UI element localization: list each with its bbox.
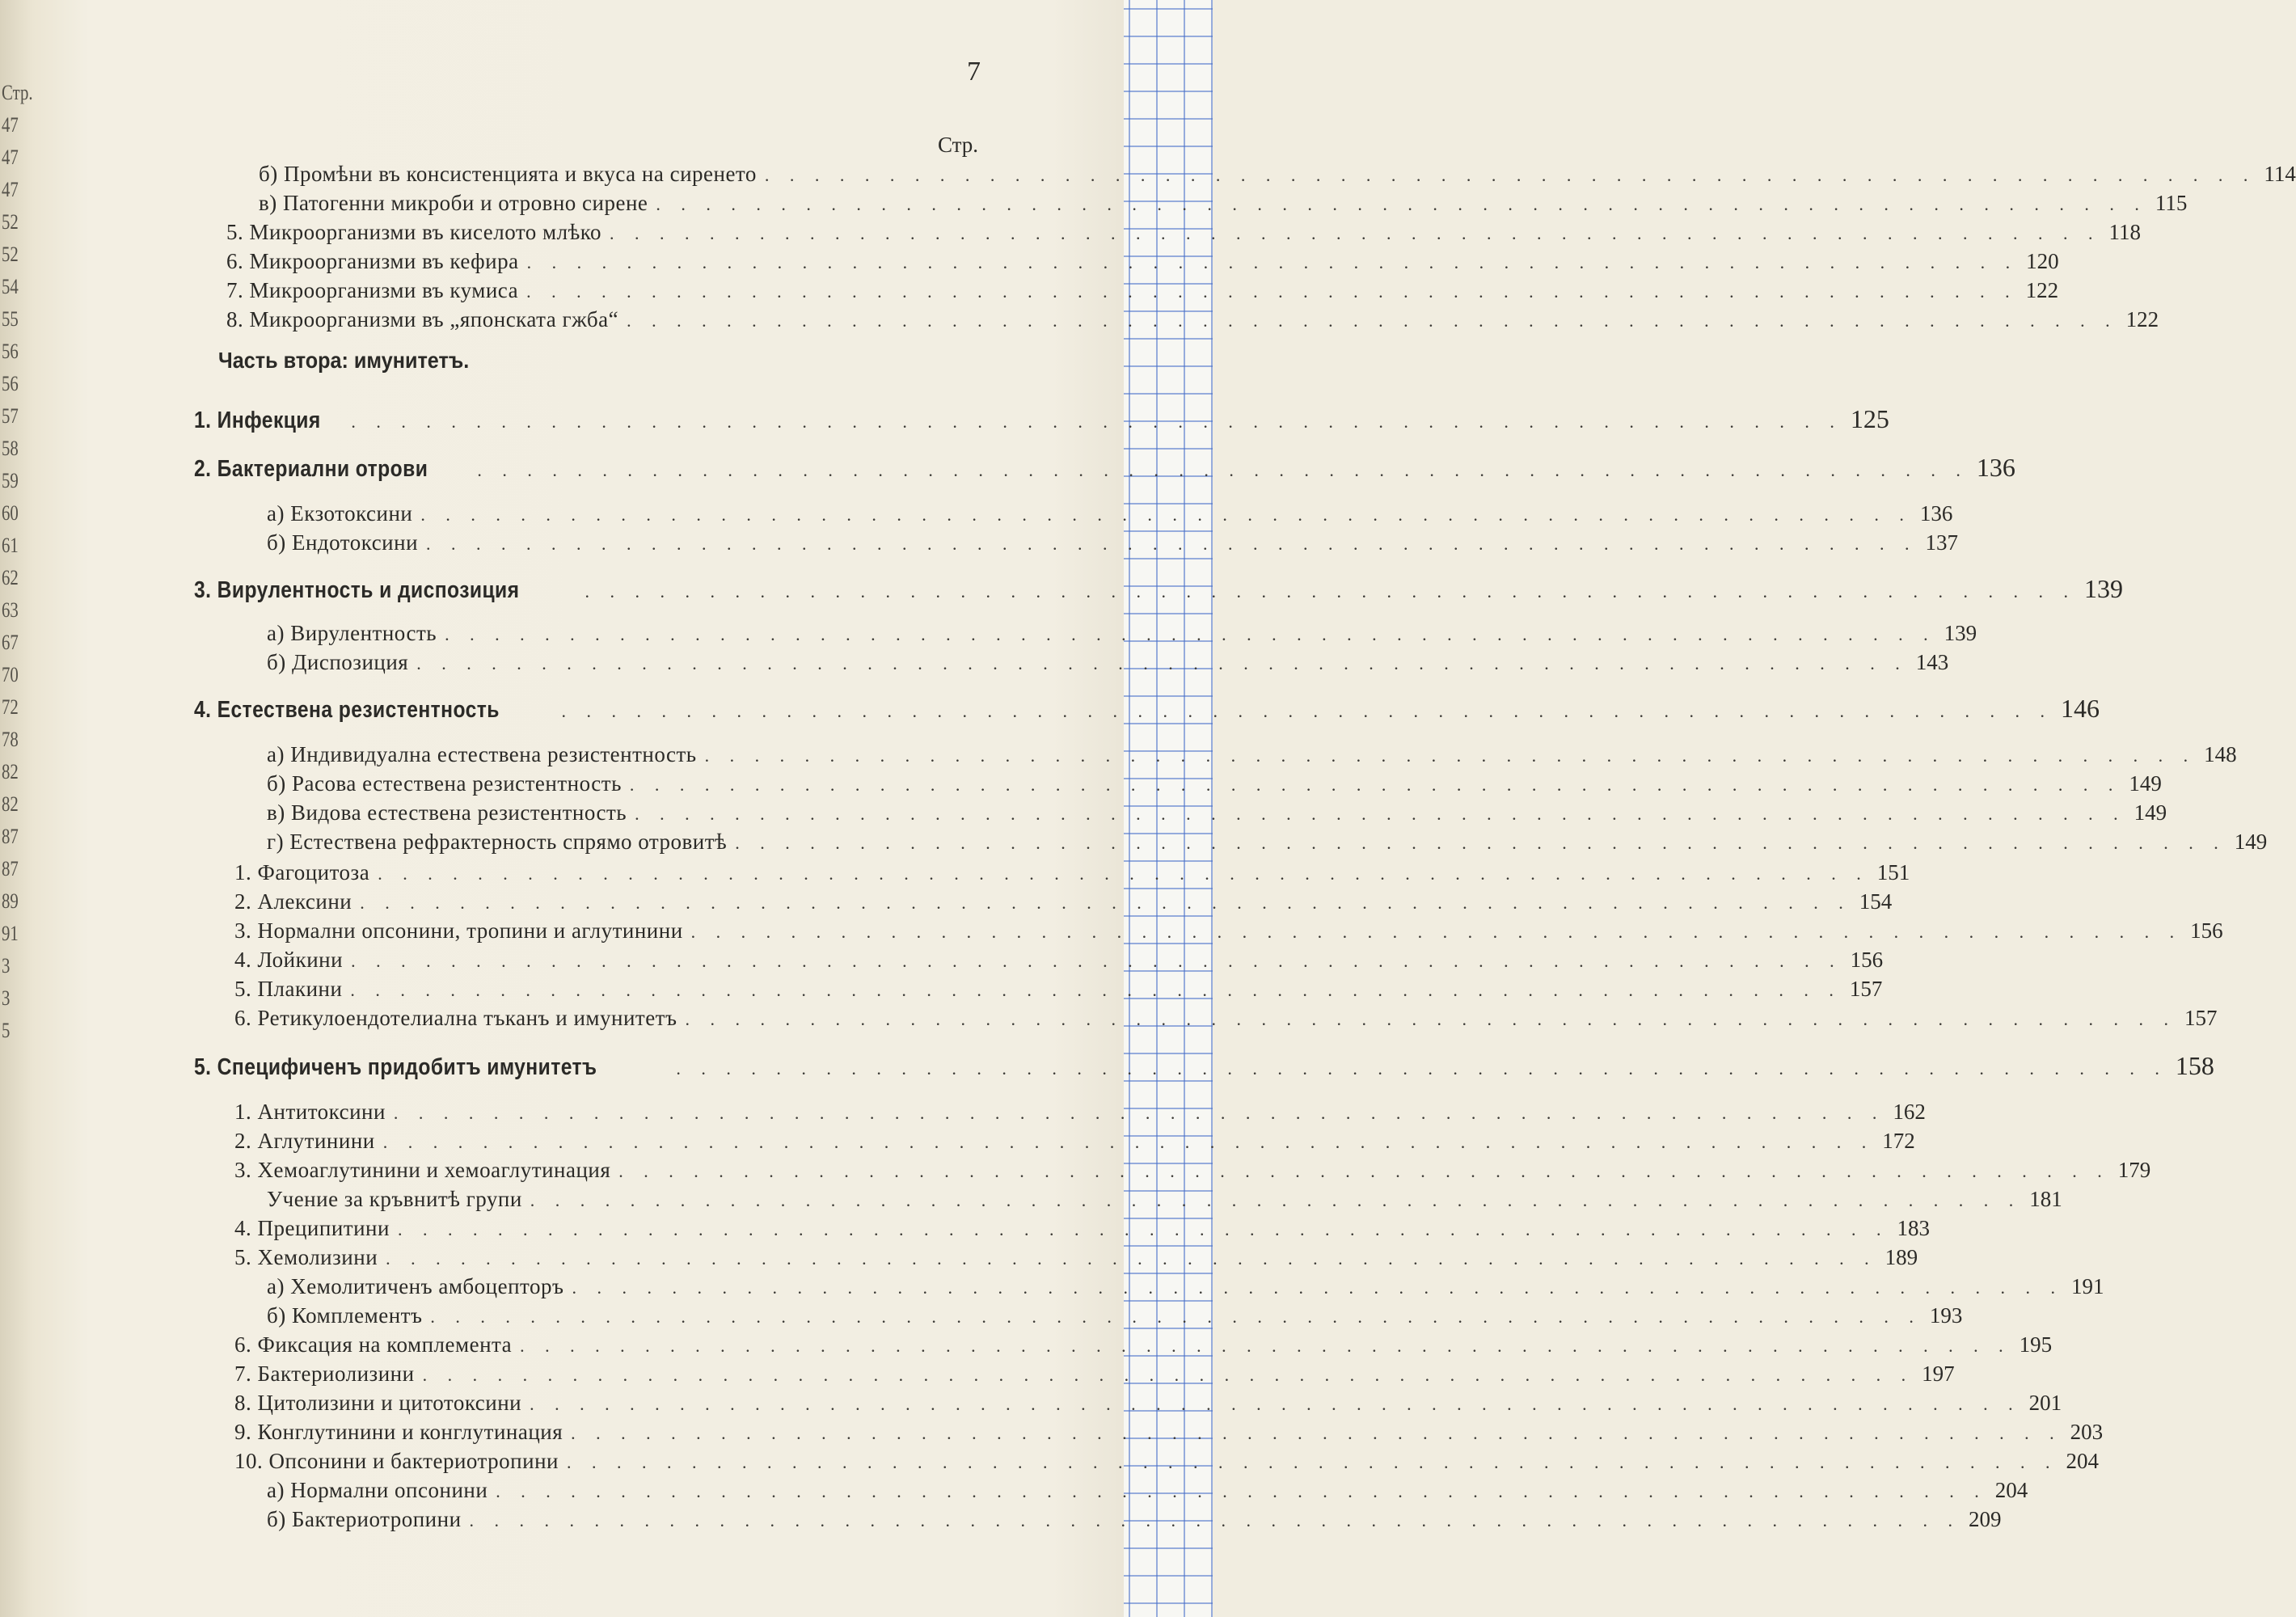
margin-number: 58 bbox=[2, 437, 19, 460]
toc-entry-row bbox=[194, 948, 1884, 977]
margin-number: 52 bbox=[2, 243, 19, 266]
toc-page-number: 120 bbox=[2026, 249, 2059, 273]
margin-number: 63 bbox=[2, 598, 19, 622]
dot-leader: . . . . . . . . . . . . . . . . . . . . . . . . . . . . . . . . . . . . . . . . . . . . . . . . . . . . . . . . . . . . bbox=[422, 1365, 1914, 1385]
dot-leader: . . . . . . . . . . . . . . . . . . . . . . . . . . . . . . . . . . . . . . . . . . . . . . . . . . . . . . . . . . . . bbox=[635, 804, 2126, 824]
toc-entry-label: в) Видова естествена резистентность bbox=[267, 800, 627, 825]
toc-page-number: 156 bbox=[2190, 918, 2223, 943]
toc-entry-label: б) Расова естествена резистентность bbox=[267, 771, 622, 796]
margin-number: 3 bbox=[2, 954, 11, 977]
toc-entry-label: 1. Антитоксини bbox=[234, 1100, 386, 1124]
toc-entry-label: 5. Специфиченъ придобитъ имунитетъ bbox=[194, 1054, 597, 1080]
toc-entry-row bbox=[194, 918, 2223, 948]
dot-leader: . . . . . . . . . . . . . . . . . . . . . . . . . . . . . . . . . . . . . . . . . . . . . . . . . . . . . . . . . . . . bbox=[520, 1336, 2011, 1356]
dot-leader: . . . . . . . . . . . . . . . . . . . . . . . . . . . . . . . . . . . . . . . . . . . . . . . . . . . . . . . . . . . . bbox=[350, 980, 1842, 1000]
toc-page-number: 193 bbox=[1929, 1303, 1963, 1328]
dot-leader: . . . . . . . . . . . . . . . . . . . . . . . . . . . . . . . . . . . . . . . . . . . . . . . . . . . . . . . . . . . . bbox=[618, 1161, 2110, 1181]
dot-leader: . . . . . . . . . . . . . . . . . . . . . . . . . . . . . . . . . . . . . . . . . . . . . . . . . . . . . . . . . . . . bbox=[610, 223, 2101, 243]
dot-leader: . . . . . . . . . . . . . . . . . . . . . . . . . . . . . . . . . . . . . . . . . . . . . . . . . . . . . . . . . . . . bbox=[426, 534, 1918, 554]
toc-heading-row bbox=[194, 694, 2100, 723]
toc-entry-label: б) Промѣни въ консистенцията и вкуса на сиренето bbox=[259, 162, 757, 186]
toc-entry-label: 6. Фиксация на комплемента bbox=[234, 1332, 513, 1357]
toc-entry-row bbox=[194, 1420, 2104, 1449]
toc-entry-row bbox=[194, 1129, 1915, 1158]
dot-leader: . . . . . . . . . . . . . . . . . . . . . . . . . . . . . . . . . . . . . . . . . . . . . . . . . . . . . . . . . . . . bbox=[530, 1394, 2021, 1414]
toc-page-number: 118 bbox=[2108, 220, 2142, 244]
dot-leader: . . . . . . . . . . . . . . . . . . . . . . . . . . . . . . . . . . . . . . . . . . . . . . . . . . . . . . . . . . . . bbox=[585, 581, 2076, 602]
toc-page-number: 114 bbox=[2264, 162, 2296, 186]
dot-leader: . . . . . . . . . . . . . . . . . . . . . . . . . . . . . . . . . . . . . . . . . . . . . . . . . . . . . . . . . . . . bbox=[566, 1452, 2058, 1472]
toc-page-number: 149 bbox=[2134, 800, 2167, 825]
dot-leader: . . . . . . . . . . . . . . . . . . . . . . . . . . . . . . . . . . . . . . . . . . . . . . . . . . . . . . . . . . . . bbox=[378, 863, 1869, 884]
toc-entry-row bbox=[194, 1006, 2218, 1035]
toc-entry-row bbox=[194, 191, 2188, 220]
margin-number: 89 bbox=[2, 889, 19, 913]
margin-number: 5 bbox=[2, 1019, 11, 1042]
margin-number: 56 bbox=[2, 372, 19, 395]
margin-number: 56 bbox=[2, 340, 19, 363]
margin-number: 70 bbox=[2, 663, 19, 686]
margin-number: 78 bbox=[2, 728, 19, 751]
dot-leader: . . . . . . . . . . . . . . . . . . . . . . . . . . . . . . . . . . . . . . . . . . . . . . . . . . . . . . . . . . . . bbox=[526, 281, 2018, 302]
margin-number: Стр. bbox=[2, 81, 33, 104]
dot-leader: . . . . . . . . . . . . . . . . . . . . . . . . . . . . . . . . . . . . . . . . . . . . . . . . . . . . . . . . . . . . bbox=[416, 653, 1908, 673]
toc-entry-row bbox=[194, 530, 1959, 559]
dot-leader: . . . . . . . . . . . . . . . . . . . . . . . . . . . . . . . . . . . . . . . . . . . . . . . . . . . . . . . . . . . . bbox=[571, 1423, 2062, 1443]
toc-page-number: 149 bbox=[2234, 830, 2268, 854]
toc-entry-row bbox=[194, 1187, 2062, 1216]
toc-entry-label: 2. Бактериални отрови bbox=[194, 456, 428, 482]
toc-page-number: 143 bbox=[1915, 650, 1949, 674]
dot-leader: . . . . . . . . . . . . . . . . . . . . . . . . . . . . . . . . . . . . . . . . . . . . . . . . . . . . . . . . . . . . bbox=[685, 1009, 2176, 1029]
toc-entry-label: 5. Хемолизини bbox=[234, 1245, 378, 1269]
toc-entry-label: 1. Фагоцитоза bbox=[234, 860, 370, 884]
toc-page-number: 204 bbox=[1994, 1478, 2028, 1502]
toc-entry-row bbox=[194, 278, 2059, 307]
toc-page-number: 158 bbox=[2175, 1051, 2214, 1080]
toc-page-number: 201 bbox=[2028, 1391, 2062, 1415]
toc-entry-label: 3. Хемоаглутинини и хемоаглутинация bbox=[234, 1158, 611, 1182]
toc-page-number: 149 bbox=[2129, 771, 2162, 796]
margin-number: 47 bbox=[2, 113, 19, 137]
dot-leader: . . . . . . . . . . . . . . . . . . . . . . . . . . . . . . . . . . . . . . . . . . . . . . . . . . . . . . . . . . . . bbox=[526, 252, 2019, 272]
dot-leader: . . . . . . . . . . . . . . . . . . . . . . . . . . . . . . . . . . . . . . . . . . . . . . . . . . . . . . . . . . . . bbox=[627, 310, 2118, 331]
toc-entry-label: а) Екзотоксини bbox=[267, 501, 413, 526]
toc-page-number: 146 bbox=[2061, 694, 2100, 723]
toc-entry-label: 2. Аглутинини bbox=[234, 1129, 375, 1153]
margin-number: 87 bbox=[2, 825, 19, 848]
margin-number: 57 bbox=[2, 404, 19, 428]
toc-entry-label: а) Хемолитиченъ амбоцепторъ bbox=[267, 1274, 564, 1298]
toc-entry-row bbox=[194, 977, 1883, 1006]
dot-leader: . . . . . . . . . . . . . . . . . . . . . . . . . . . . . . . . . . . . . . . . . . . . . . . . . . . . . . . . . . . . bbox=[561, 701, 2053, 721]
toc-page-number: 197 bbox=[1922, 1362, 1955, 1386]
toc-entry-label: а) Нормални опсонини bbox=[267, 1478, 488, 1502]
toc-page-number: 179 bbox=[2117, 1158, 2151, 1182]
toc-page-number: 157 bbox=[2184, 1006, 2218, 1030]
toc-entry-row bbox=[194, 220, 2142, 249]
toc-entry-row bbox=[194, 621, 1977, 650]
toc-entry-row bbox=[194, 1100, 1926, 1129]
toc-page-number: 122 bbox=[2025, 278, 2059, 302]
previous-page-margin bbox=[0, 49, 49, 1261]
margin-number: 60 bbox=[2, 501, 19, 525]
toc-page-number: 204 bbox=[2066, 1449, 2099, 1473]
toc-entry-row bbox=[194, 650, 1949, 679]
dot-leader: . . . . . . . . . . . . . . . . . . . . . . . . . . . . . . . . . . . . . . . . . . . . . . . . . . . . . . . . . . . . bbox=[420, 505, 1912, 525]
toc-entry-label: 10. Опсонини и бактериотропини bbox=[234, 1449, 559, 1473]
toc-entry-row bbox=[194, 1245, 1918, 1274]
toc-entry-label: г) Естествена рефрактерность спрямо отровитѣ bbox=[267, 830, 728, 854]
toc-entry-label: 6. Ретикулоендотелиална тъканъ и имунитетъ bbox=[234, 1006, 677, 1030]
toc-page-number: 183 bbox=[1897, 1216, 1930, 1240]
toc-page-number: 157 bbox=[1849, 977, 1883, 1001]
toc-entry-label: 1. Инфекция bbox=[194, 407, 321, 433]
toc-entry-label: а) Вирулентность bbox=[267, 621, 437, 645]
toc-heading-row bbox=[194, 1051, 2214, 1080]
toc-entry-row bbox=[194, 830, 2268, 859]
dot-leader: . . . . . . . . . . . . . . . . . . . . . . . . . . . . . . . . . . . . . . . . . . . . . . . . . . . . . . . . . . . . bbox=[382, 1132, 1875, 1152]
dot-leader: . . . . . . . . . . . . . . . . . . . . . . . . . . . . . . . . . . . . . . . . . . . . . . . . . . . . . . . . . . . . bbox=[690, 922, 2183, 942]
toc-heading-row bbox=[194, 404, 1889, 433]
margin-number: 82 bbox=[2, 760, 19, 783]
toc-page-number: 151 bbox=[1876, 860, 1910, 884]
section-title: Часть втора: имунитетъ. bbox=[218, 348, 470, 373]
toc-entry-label: 8. Цитолизини и цитотоксини bbox=[234, 1391, 522, 1415]
dot-leader: . . . . . . . . . . . . . . . . . . . . . . . . . . . . . . . . . . . . . . . . . . . . . . . . . . . . . . . . . . . . bbox=[430, 1307, 1922, 1327]
toc-entry-row bbox=[194, 771, 2162, 800]
margin-number: 62 bbox=[2, 566, 19, 589]
toc-entry-label: в) Патогенни микроби и отровно сирене bbox=[259, 191, 648, 215]
toc-page-number: 203 bbox=[2070, 1420, 2104, 1444]
toc-entry-row bbox=[194, 1391, 2062, 1420]
dot-leader: . . . . . . . . . . . . . . . . . . . . . . . . . . . . . . . . . . . . . . . . . . . . . . . . . . . . . . . . . . . . bbox=[764, 165, 2256, 185]
dot-leader: . . . . . . . . . . . . . . . . . . . . . . . . . . . . . . . . . . . . . . . . . . . . . . . . . . . . . . . . . . . . bbox=[351, 951, 1842, 971]
dot-leader: . . . . . . . . . . . . . . . . . . . . . . . . . . . . . . . . . . . . . . . . . . . . . . . . . . . . . . . . . . . . bbox=[477, 460, 1969, 480]
toc-entry-label: 7. Микроорганизми въ кумиса bbox=[226, 278, 519, 302]
toc-entry-row bbox=[194, 501, 1953, 530]
margin-number: 82 bbox=[2, 792, 19, 816]
toc-entry-row bbox=[194, 1216, 1930, 1245]
toc-page-number: 209 bbox=[1969, 1507, 2002, 1531]
margin-number: 47 bbox=[2, 146, 19, 169]
toc-entry-label: 2. Алексини bbox=[234, 889, 352, 914]
toc-entry-label: 3. Вирулентность и диспозиция bbox=[194, 577, 520, 603]
toc-entry-label: а) Индивидуална естествена резистентность bbox=[267, 742, 697, 766]
dot-leader: . . . . . . . . . . . . . . . . . . . . . . . . . . . . . . . . . . . . . . . . . . . . . . . . . . . . . . . . . . . . bbox=[530, 1190, 2022, 1210]
toc-entry-label: 4. Лойкини bbox=[234, 948, 344, 972]
toc-page-number: 154 bbox=[1859, 889, 1893, 914]
toc-page-number: 191 bbox=[2070, 1274, 2104, 1298]
toc-entry-label: 9. Конглутинини и конглутинация bbox=[234, 1420, 563, 1444]
toc-entry-label: 6. Микроорганизми въ кефира bbox=[226, 249, 519, 273]
toc-entry-label: 5. Плакини bbox=[234, 977, 343, 1001]
toc-page-number: 122 bbox=[2125, 307, 2159, 331]
toc-entry-row bbox=[194, 889, 1893, 918]
toc-page-number: 139 bbox=[1944, 621, 1977, 645]
dot-leader: . . . . . . . . . . . . . . . . . . . . . . . . . . . . . . . . . . . . . . . . . . . . . . . . . . . . . . . . . . . . bbox=[629, 775, 2121, 795]
margin-number: 3 bbox=[2, 986, 11, 1010]
margin-number: 54 bbox=[2, 275, 19, 298]
margin-number: 52 bbox=[2, 210, 19, 234]
toc-entry-row bbox=[194, 1274, 2104, 1303]
page-column-header: Стр. bbox=[938, 133, 979, 157]
toc-entry-row bbox=[194, 1478, 2028, 1507]
dot-leader: . . . . . . . . . . . . . . . . . . . . . . . . . . . . . . . . . . . . . . . . . . . . . . . . . . . . . . . . . . . . bbox=[397, 1219, 1889, 1239]
toc-entry-label: б) Диспозиция bbox=[267, 650, 409, 674]
toc-page-number: 115 bbox=[2155, 191, 2188, 215]
toc-entry-label: б) Ендотоксини bbox=[267, 530, 419, 555]
toc-entry-row bbox=[194, 860, 1910, 889]
toc-entry-label: 5. Микроорганизми въ киселото млѣко bbox=[226, 220, 602, 244]
dot-leader: . . . . . . . . . . . . . . . . . . . . . . . . . . . . . . . . . . . . . . . . . . . . . . . . . . . . . . . . . . . . bbox=[386, 1248, 1877, 1269]
toc-entry-label: Учение за кръвнитѣ групи bbox=[267, 1187, 522, 1211]
dot-leader: . . . . . . . . . . . . . . . . . . . . . . . . . . . . . . . . . . . . . . . . . . . . . . . . . . . . . . . . . . . . bbox=[393, 1103, 1885, 1123]
toc-entry-row bbox=[194, 1332, 2053, 1362]
toc-page-number: 136 bbox=[1976, 453, 2015, 482]
margin-number: 91 bbox=[2, 922, 19, 945]
dot-leader: . . . . . . . . . . . . . . . . . . . . . . . . . . . . . . . . . . . . . . . . . . . . . . . . . . . . . . . . . . . . bbox=[469, 1510, 1961, 1530]
dot-leader: . . . . . . . . . . . . . . . . . . . . . . . . . . . . . . . . . . . . . . . . . . . . . . . . . . . . . . . . . . . . bbox=[572, 1277, 2063, 1298]
toc-entry-row bbox=[194, 1303, 1963, 1332]
toc-entry-row bbox=[194, 742, 2237, 771]
toc-page-number: 148 bbox=[2204, 742, 2237, 766]
dot-leader: . . . . . . . . . . . . . . . . . . . . . . . . . . . . . . . . . . . . . . . . . . . . . . . . . . . . . . . . . . . . bbox=[704, 745, 2197, 766]
dot-leader: . . . . . . . . . . . . . . . . . . . . . . . . . . . . . . . . . . . . . . . . . . . . . . . . . . . . . . . . . . . . bbox=[656, 194, 2147, 214]
toc-entry-label: б) Бактериотропини bbox=[267, 1507, 462, 1531]
toc-entry-row bbox=[194, 800, 2167, 830]
toc-page-number: 162 bbox=[1893, 1100, 1926, 1124]
toc-page-number: 181 bbox=[2029, 1187, 2062, 1211]
toc-heading-row bbox=[194, 453, 2015, 482]
dot-leader: . . . . . . . . . . . . . . . . . . . . . . . . . . . . . . . . . . . . . . . . . . . . . . . . . . . . . . . . . . . . bbox=[445, 624, 1936, 644]
toc-entry-label: б) Комплементъ bbox=[267, 1303, 423, 1328]
toc-page-number: 195 bbox=[2019, 1332, 2053, 1357]
margin-number: 61 bbox=[2, 534, 19, 557]
toc-page-number: 125 bbox=[1850, 404, 1889, 433]
toc-entry-label: 7. Бактериолизини bbox=[234, 1362, 415, 1386]
toc-page-number: 136 bbox=[1919, 501, 1953, 526]
page-number: 7 bbox=[967, 57, 981, 87]
toc-entry-label: 3. Нормални опсонини, тропини и аглутинини bbox=[234, 918, 683, 943]
toc-entry-row bbox=[194, 1158, 2151, 1187]
toc-entry-row bbox=[194, 249, 2059, 278]
toc-entry-row bbox=[194, 1362, 1955, 1391]
margin-number: 59 bbox=[2, 469, 19, 492]
toc-page-number: 189 bbox=[1884, 1245, 1918, 1269]
margin-number: 87 bbox=[2, 857, 19, 880]
toc-page-number: 156 bbox=[1850, 948, 1884, 972]
dot-leader: . . . . . . . . . . . . . . . . . . . . . . . . . . . . . . . . . . . . . . . . . . . . . . . . . . . . . . . . . . . . bbox=[676, 1058, 2167, 1079]
dot-leader: . . . . . . . . . . . . . . . . . . . . . . . . . . . . . . . . . . . . . . . . . . . . . . . . . . . . . . . . . . . . bbox=[360, 893, 1851, 913]
dot-leader: . . . . . . . . . . . . . . . . . . . . . . . . . . . . . . . . . . . . . . . . . . . . . . . . . . . . . . . . . . . . bbox=[351, 412, 1842, 432]
toc-entry-label: 4. Естествена резистентность bbox=[194, 697, 500, 723]
toc-entry-label: 4. Преципитини bbox=[234, 1216, 390, 1240]
dot-leader: . . . . . . . . . . . . . . . . . . . . . . . . . . . . . . . . . . . . . . . . . . . . . . . . . . . . . . . . . . . . bbox=[735, 833, 2226, 853]
toc-heading-row bbox=[194, 574, 2123, 603]
toc-page-number: 139 bbox=[2083, 574, 2123, 603]
toc-entry-row bbox=[194, 1507, 2002, 1536]
margin-number: 47 bbox=[2, 178, 19, 201]
toc-entry-label: 8. Микроорганизми въ „японската гжба“ bbox=[226, 307, 619, 331]
toc-page-number: 172 bbox=[1882, 1129, 1915, 1153]
margin-number: 67 bbox=[2, 631, 19, 654]
toc-entry-row bbox=[194, 162, 2296, 191]
toc-entry-row bbox=[194, 307, 2159, 336]
toc-page-number: 137 bbox=[1925, 530, 1959, 555]
margin-number: 72 bbox=[2, 695, 19, 719]
dot-leader: . . . . . . . . . . . . . . . . . . . . . . . . . . . . . . . . . . . . . . . . . . . . . . . . . . . . . . . . . . . . bbox=[496, 1481, 1987, 1501]
toc-entry-row bbox=[194, 1449, 2099, 1478]
margin-number: 55 bbox=[2, 307, 19, 331]
